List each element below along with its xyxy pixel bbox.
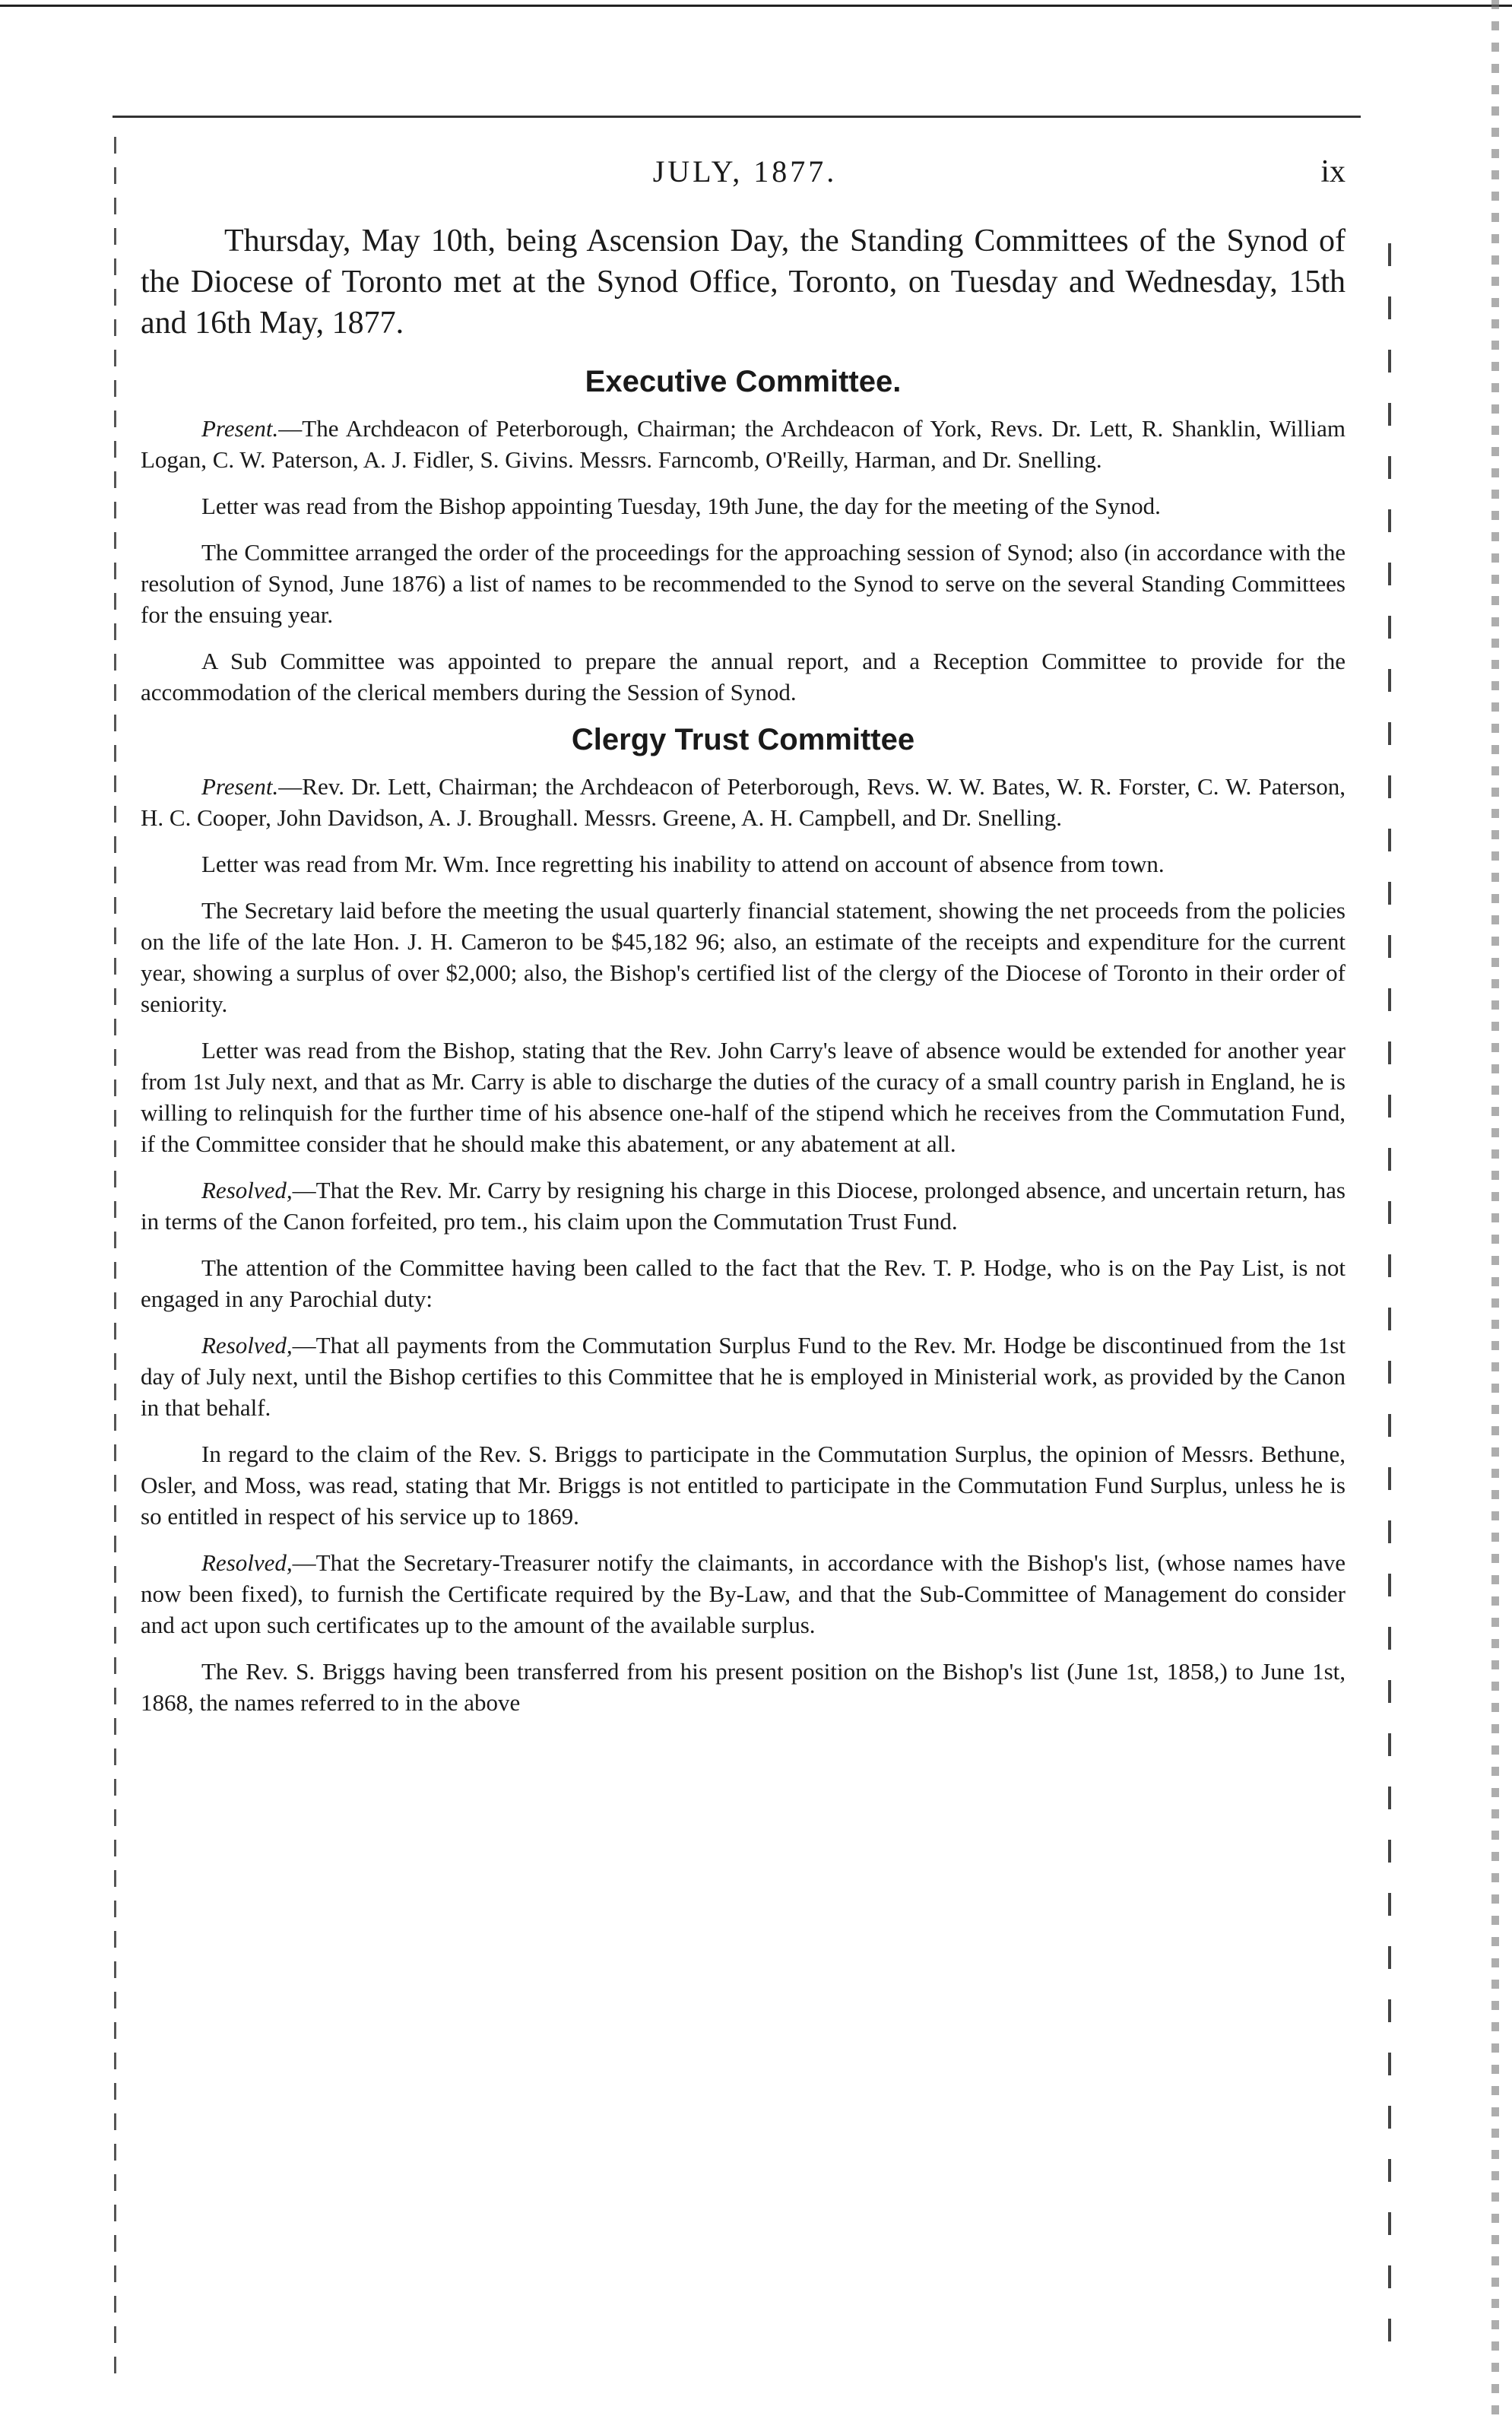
present-text: —The Archdeacon of Peterborough, Chairman; the Archdeacon of York, Revs. Dr. Lett, R. Shanklin, William Logan, C. W. Paterson, A. J. Fidler, S. Givins. Messrs. Farncomb, O'Reilly, Harman, and Dr. Snelling.: [141, 415, 1346, 473]
present-label: Present.: [201, 415, 279, 442]
scan-border-line: [0, 0, 1512, 11]
header-date: JULY, 1877.: [652, 154, 838, 189]
paragraph: Letter was read from Mr. Wm. Ince regretting his inability to attend on account of absence from town.: [201, 851, 1165, 877]
running-head: [99, 154, 1391, 199]
page-number: ix: [1320, 154, 1346, 189]
present-label: Present.: [201, 773, 279, 800]
resolved-text: —That all payments from the Commutation Surplus Fund to the Rev. Mr. Hodge be discontinued from the 1st day of July next, until the Bishop certifies to this Committee that he is employed in Ministerial work, as provided by the Canon in that behalf.: [141, 1332, 1346, 1421]
intro-paragraph: Thursday, May 10th, being Ascension Day, the Standing Committees of the Synod of the Diocese of Toronto met at the Synod Office, Toronto, on Tuesday and Wednesday, 15th and 16th May, 1877.: [141, 224, 1346, 341]
paragraph: A Sub Committee was appointed to prepare the annual report, and a Reception Committee to provide for the accommodation of the clerical members during the Session of Synod.: [141, 648, 1346, 705]
paragraph: Letter was read from the Bishop, stating that the Rev. John Carry's leave of absence would be extended for another year from 1st July next, and that as Mr. Carry is able to discharge the duties of the curacy of a small country parish in England, he is willing to relinquish for the further time of his absence one-half of the stipend which he receives from the Commutation Fund, if the Committee consider that he should make this abatement, or any abatement at all.: [141, 1037, 1346, 1157]
paragraph: The Rev. S. Briggs having been transferred from his present position on the Bishop's list (June 1st, 1858,) to June 1st, 1868, the names referred to in the above: [141, 1658, 1346, 1716]
resolution: [141, 1330, 1346, 1423]
right-margin-marks: [1388, 243, 1391, 2372]
clergy-present: [141, 771, 1346, 833]
resolved-label: Resolved,: [201, 1549, 293, 1576]
paragraph: Letter was read from the Bishop appointing Tuesday, 19th June, the day for the meeting of the Synod.: [201, 493, 1161, 519]
section-heading-executive: Executive Committee.: [585, 365, 902, 398]
resolved-label: Resolved,: [201, 1332, 293, 1359]
resolved-label: Resolved,: [201, 1177, 293, 1203]
resolved-text: —That the Secretary-Treasurer notify the claimants, in accordance with the Bishop's list, (whose names have now been fixed), to furnish the Certificate required by the By-Law, and that the Sub-Committee of Management do consider and act upon such certificates up to the amount of the available surplus.: [141, 1549, 1346, 1638]
resolved-text: —That the Rev. Mr. Carry by resigning his charge in this Diocese, prolonged absence, and uncertain return, has in terms of the Canon forfeited, pro tem., his claim upon the Commutation Trust Fund.: [141, 1177, 1346, 1235]
paragraph: The attention of the Committee having been called to the fact that the Rev. T. P. Hodge, who is on the Pay List, is not engaged in any Parochial duty:: [141, 1254, 1346, 1312]
document-page: [99, 106, 1391, 2387]
executive-present: [141, 413, 1346, 475]
left-margin-marks: [114, 137, 116, 2379]
paragraph: In regard to the claim of the Rev. S. Briggs to participate in the Commutation Surplus, the opinion of Messrs. Bethune, Osler, and Moss, was read, stating that Mr. Briggs is not entitled to participate in the Commutation Fund Surplus, unless he is so entitled in respect of his service up to 1869.: [141, 1441, 1346, 1530]
section-heading-clergy-trust: Clergy Trust Committee: [571, 723, 915, 756]
page-body: [141, 220, 1346, 1733]
resolution: [141, 1547, 1346, 1641]
paragraph: The Secretary laid before the meeting the usual quarterly financial statement, showing the net proceeds from the policies on the life of the late Hon. J. H. Cameron to be $45,182 96; also, an estimate of the receipts and expenditure for the current year, showing a surplus of over $2,000; also, the Bishop's certified list of the clergy of the Diocese of Toronto in their order of seniority.: [141, 897, 1346, 1017]
header-rule: [113, 116, 1361, 118]
present-text: —Rev. Dr. Lett, Chairman; the Archdeacon of Peterborough, Revs. W. W. Bates, W. R. Forster, C. W. Paterson, H. C. Cooper, John Davidson, A. J. Broughall. Messrs. Greene, A. H. Campbell, and Dr. Snelling.: [141, 773, 1346, 831]
resolution: [141, 1175, 1346, 1237]
paragraph: The Committee arranged the order of the proceedings for the approaching session of Synod; also (in accordance with the resolution of Synod, June 1876) a list of names to be recommended to the Synod to serve on the several Standing Committees for the ensuing year.: [141, 539, 1346, 628]
scan-right-edge: [1491, 0, 1499, 2419]
